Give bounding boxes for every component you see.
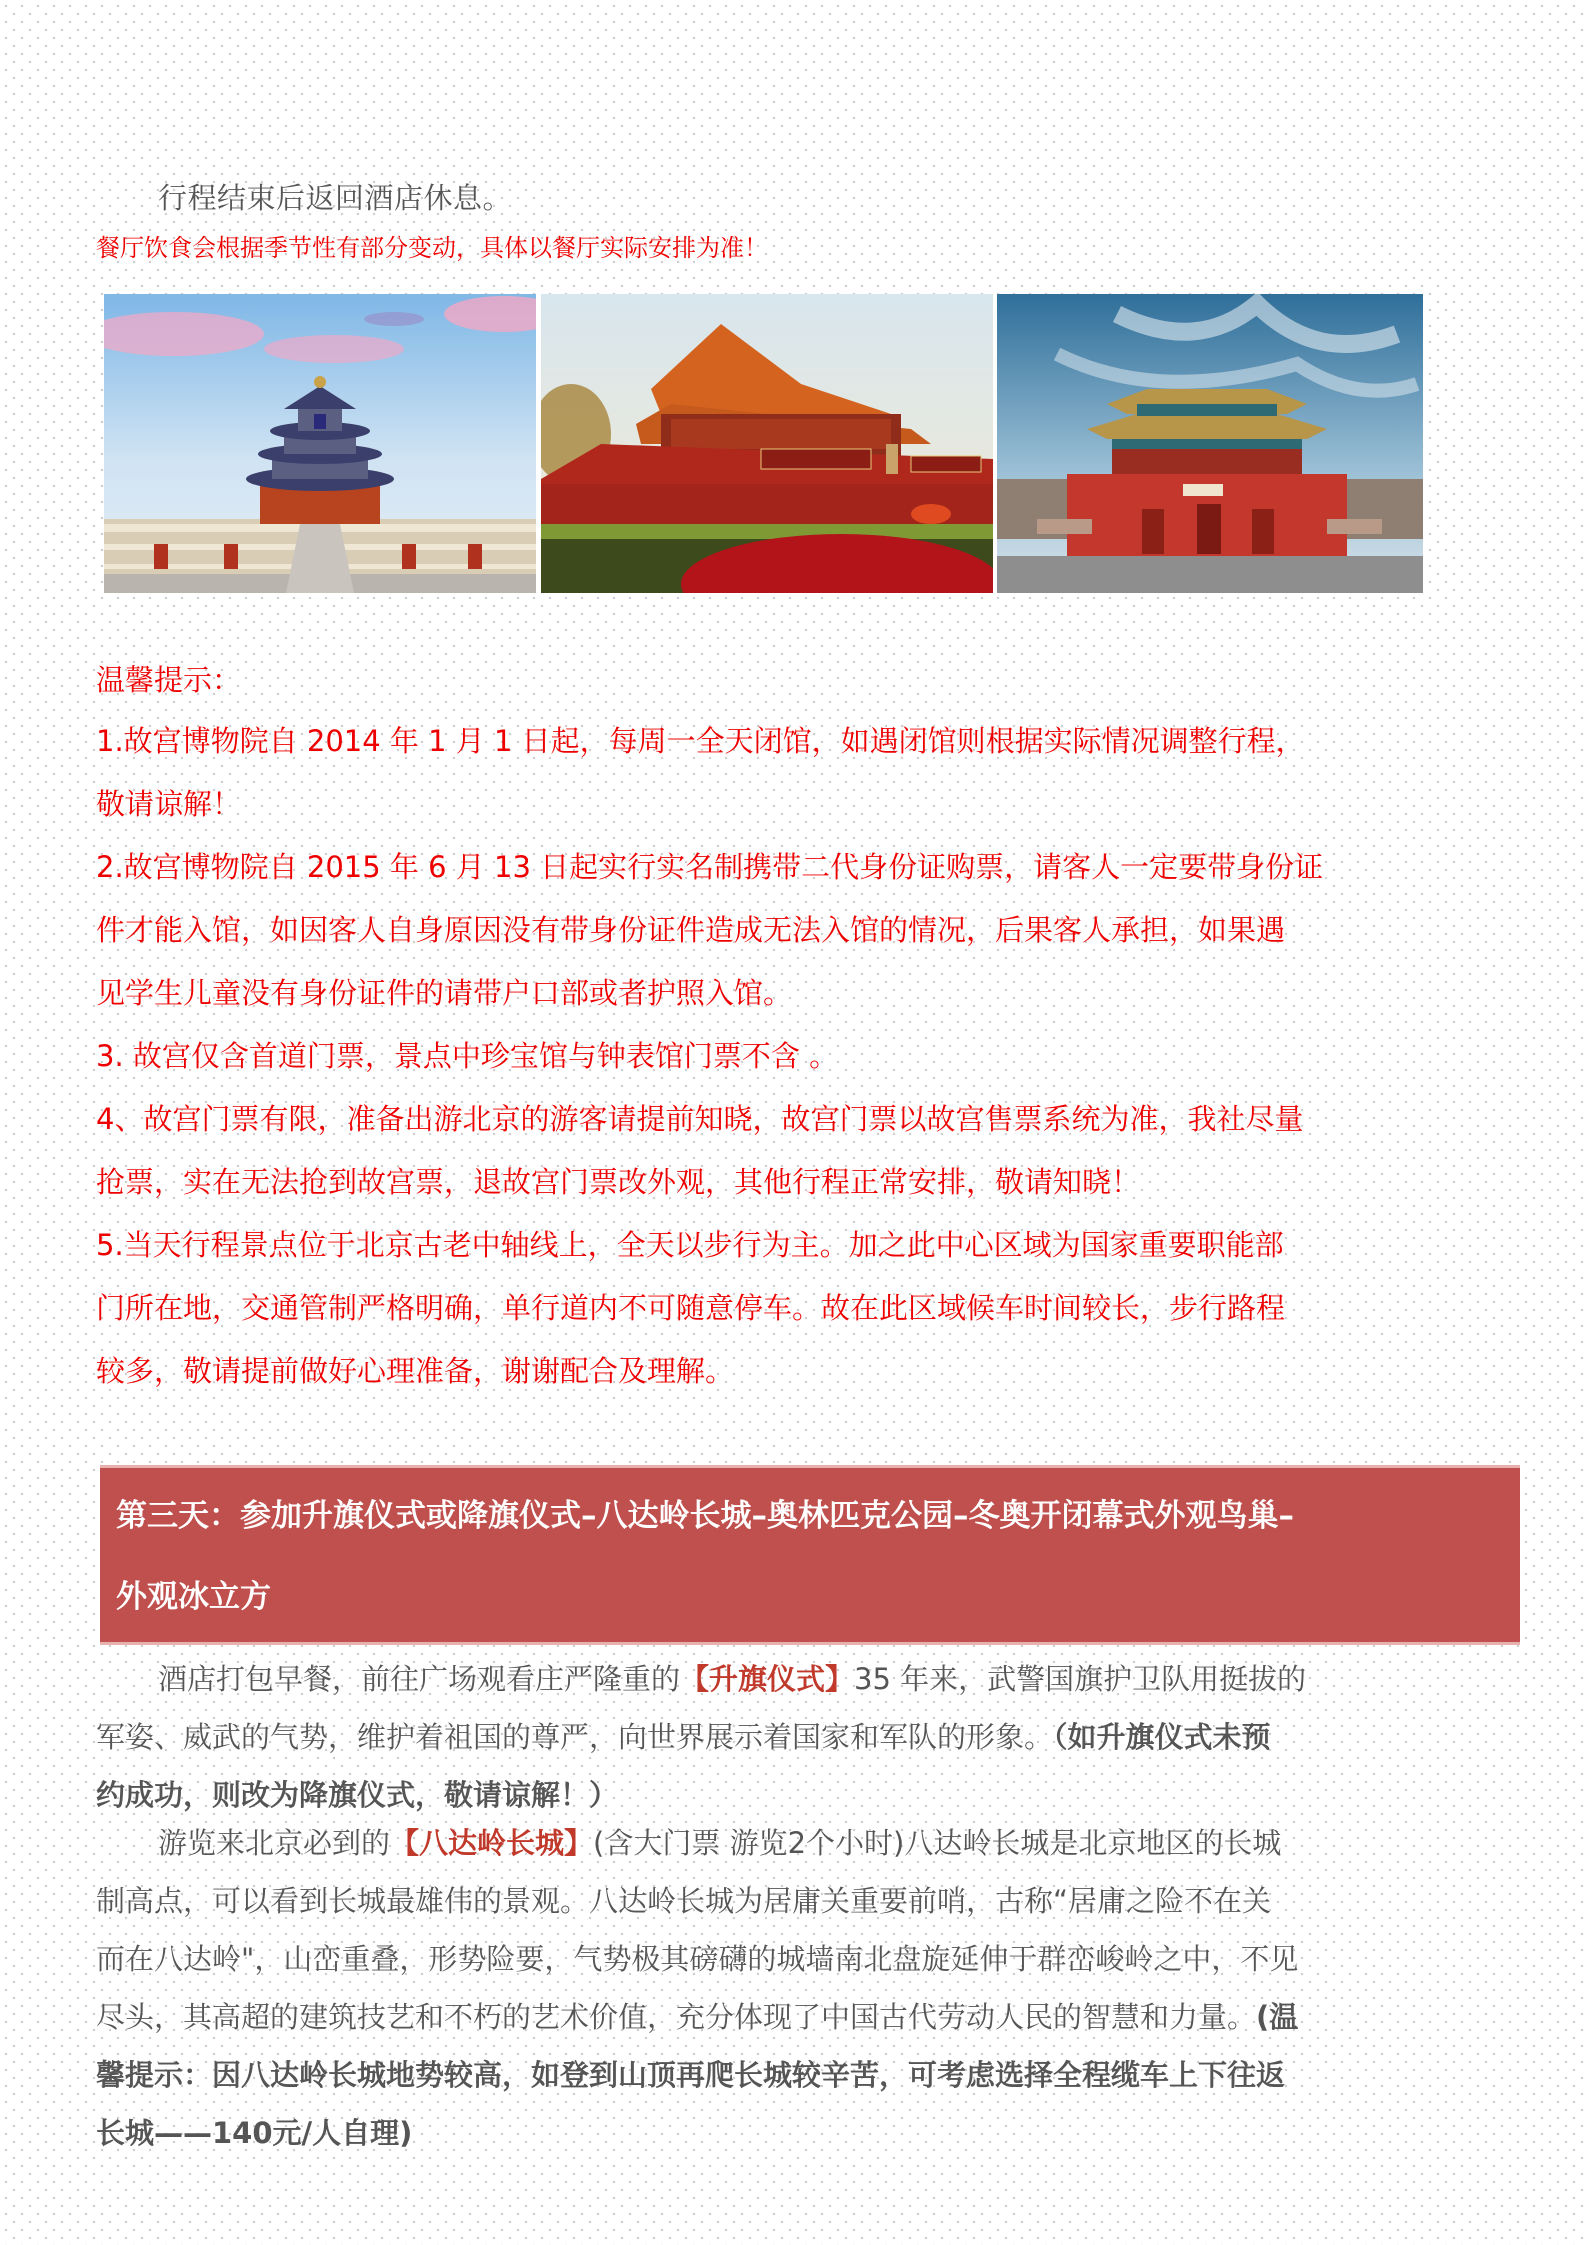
day3-title-line2: 外观冰立方	[116, 1579, 271, 1615]
flag-ceremony-highlight: 【升旗仪式】	[680, 1662, 855, 1696]
notice-line: 5.当天行程景点位于北京古老中轴线上，全天以步行为主。加之此中心区域为国家重要职能部	[96, 1228, 1284, 1262]
day3-title-banner	[100, 1465, 1520, 1645]
notice-line: 1.故宫博物院自 2014 年 1 月 1 日起，每周一全天闭馆，如遇闭馆则根据实际情况调整行程，	[96, 724, 1305, 758]
notice-line: 4、故宫门票有限，准备出游北京的游客请提前知晓，故宫门票以故宫售票系统为准，我社尽量	[96, 1102, 1304, 1136]
tiananmen-photo	[541, 294, 993, 593]
great-wall-paragraph	[96, 1814, 1436, 2162]
return-to-hotel-text: 行程结束后返回酒店休息。	[158, 181, 513, 215]
badaling-highlight: 【八达岭长城】	[390, 1826, 594, 1860]
text: 35 年来，武警国旗护卫队用挺拔的	[854, 1662, 1307, 1696]
temple-of-heaven-photo	[104, 294, 536, 593]
notice-line: 敬请谅解！	[96, 787, 242, 821]
text: 酒店打包早餐，前往广场观看庄严隆重的	[158, 1662, 681, 1696]
text: (含大门票 游览2个小时)八达岭长城是北京地区的长城	[593, 1826, 1282, 1860]
text: 军姿、威武的气势，维护着祖国的尊严，向世界展示着国家和军队的形象。	[96, 1720, 1054, 1754]
notice-line: 见学生儿童没有身份证件的请带户口部或者护照入馆。	[96, 976, 793, 1010]
text: 制高点，可以看到长城最雄伟的景观。八达岭长城为居庸关重要前哨，古称“居庸之险不在关	[96, 1884, 1272, 1918]
forbidden-city-gate-photo	[997, 294, 1423, 593]
notice-line: 较多，敬请提前做好心理准备，谢谢配合及理解。	[96, 1354, 735, 1388]
flag-ceremony-paragraph	[96, 1650, 1436, 1824]
text: 游览来北京必到的	[158, 1826, 391, 1860]
bold-note: 长城——140元/人自理)	[96, 2116, 413, 2150]
notice-line: 件才能入馆，如因客人自身原因没有带身份证件造成无法入馆的情况，后果客人承担，如果遇	[96, 913, 1286, 947]
photo-strip	[104, 294, 1424, 594]
notice-line: 门所在地，交通管制严格明确，单行道内不可随意停车。故在此区域候车时间较长，步行路程	[96, 1291, 1286, 1325]
notice-line: 2.故宫博物院自 2015 年 6 月 13 日起实行实名制携带二代身份证购票，请客人一定要带身份证	[96, 850, 1324, 884]
bold-note: (温	[1256, 2000, 1299, 2034]
notice-line: 3. 故宫仅含首道门票，景点中珍宝馆与钟表馆门票不含 。	[96, 1039, 839, 1073]
notice-line: 抢票，实在无法抢到故宫票，退故宫门票改外观，其他行程正常安排，敬请知晓！	[96, 1165, 1141, 1199]
meal-note: 餐厅饮食会根据季节性有部分变动，具体以餐厅实际安排为准！	[96, 234, 768, 262]
day3-title-line1: 第三天：参加升旗仪式或降旗仪式–八达岭长城–奥林匹克公园–冬奥开闭幕式外观鸟巢–	[116, 1498, 1294, 1534]
text: 尽头，其高超的建筑技艺和不朽的艺术价值，充分体现了中国古代劳动人民的智慧和力量。	[96, 2000, 1257, 2034]
text: 而在八达岭"，山峦重叠，形势险要，气势极其磅礴的城墙南北盘旋延伸于群峦峻岭之中，不见	[96, 1942, 1299, 1976]
warm-reminder-section	[96, 650, 1436, 1403]
warm-reminder-title: 温馨提示：	[96, 663, 242, 697]
bold-note: （如升旗仪式未预	[1053, 1720, 1271, 1754]
bold-note: 约成功，则改为降旗仪式，敬请谅解！）	[96, 1778, 619, 1812]
bold-note: 馨提示：因八达岭长城地势较高，如登到山顶再爬长城较辛苦，可考虑选择全程缆车上下往返	[96, 2058, 1286, 2092]
